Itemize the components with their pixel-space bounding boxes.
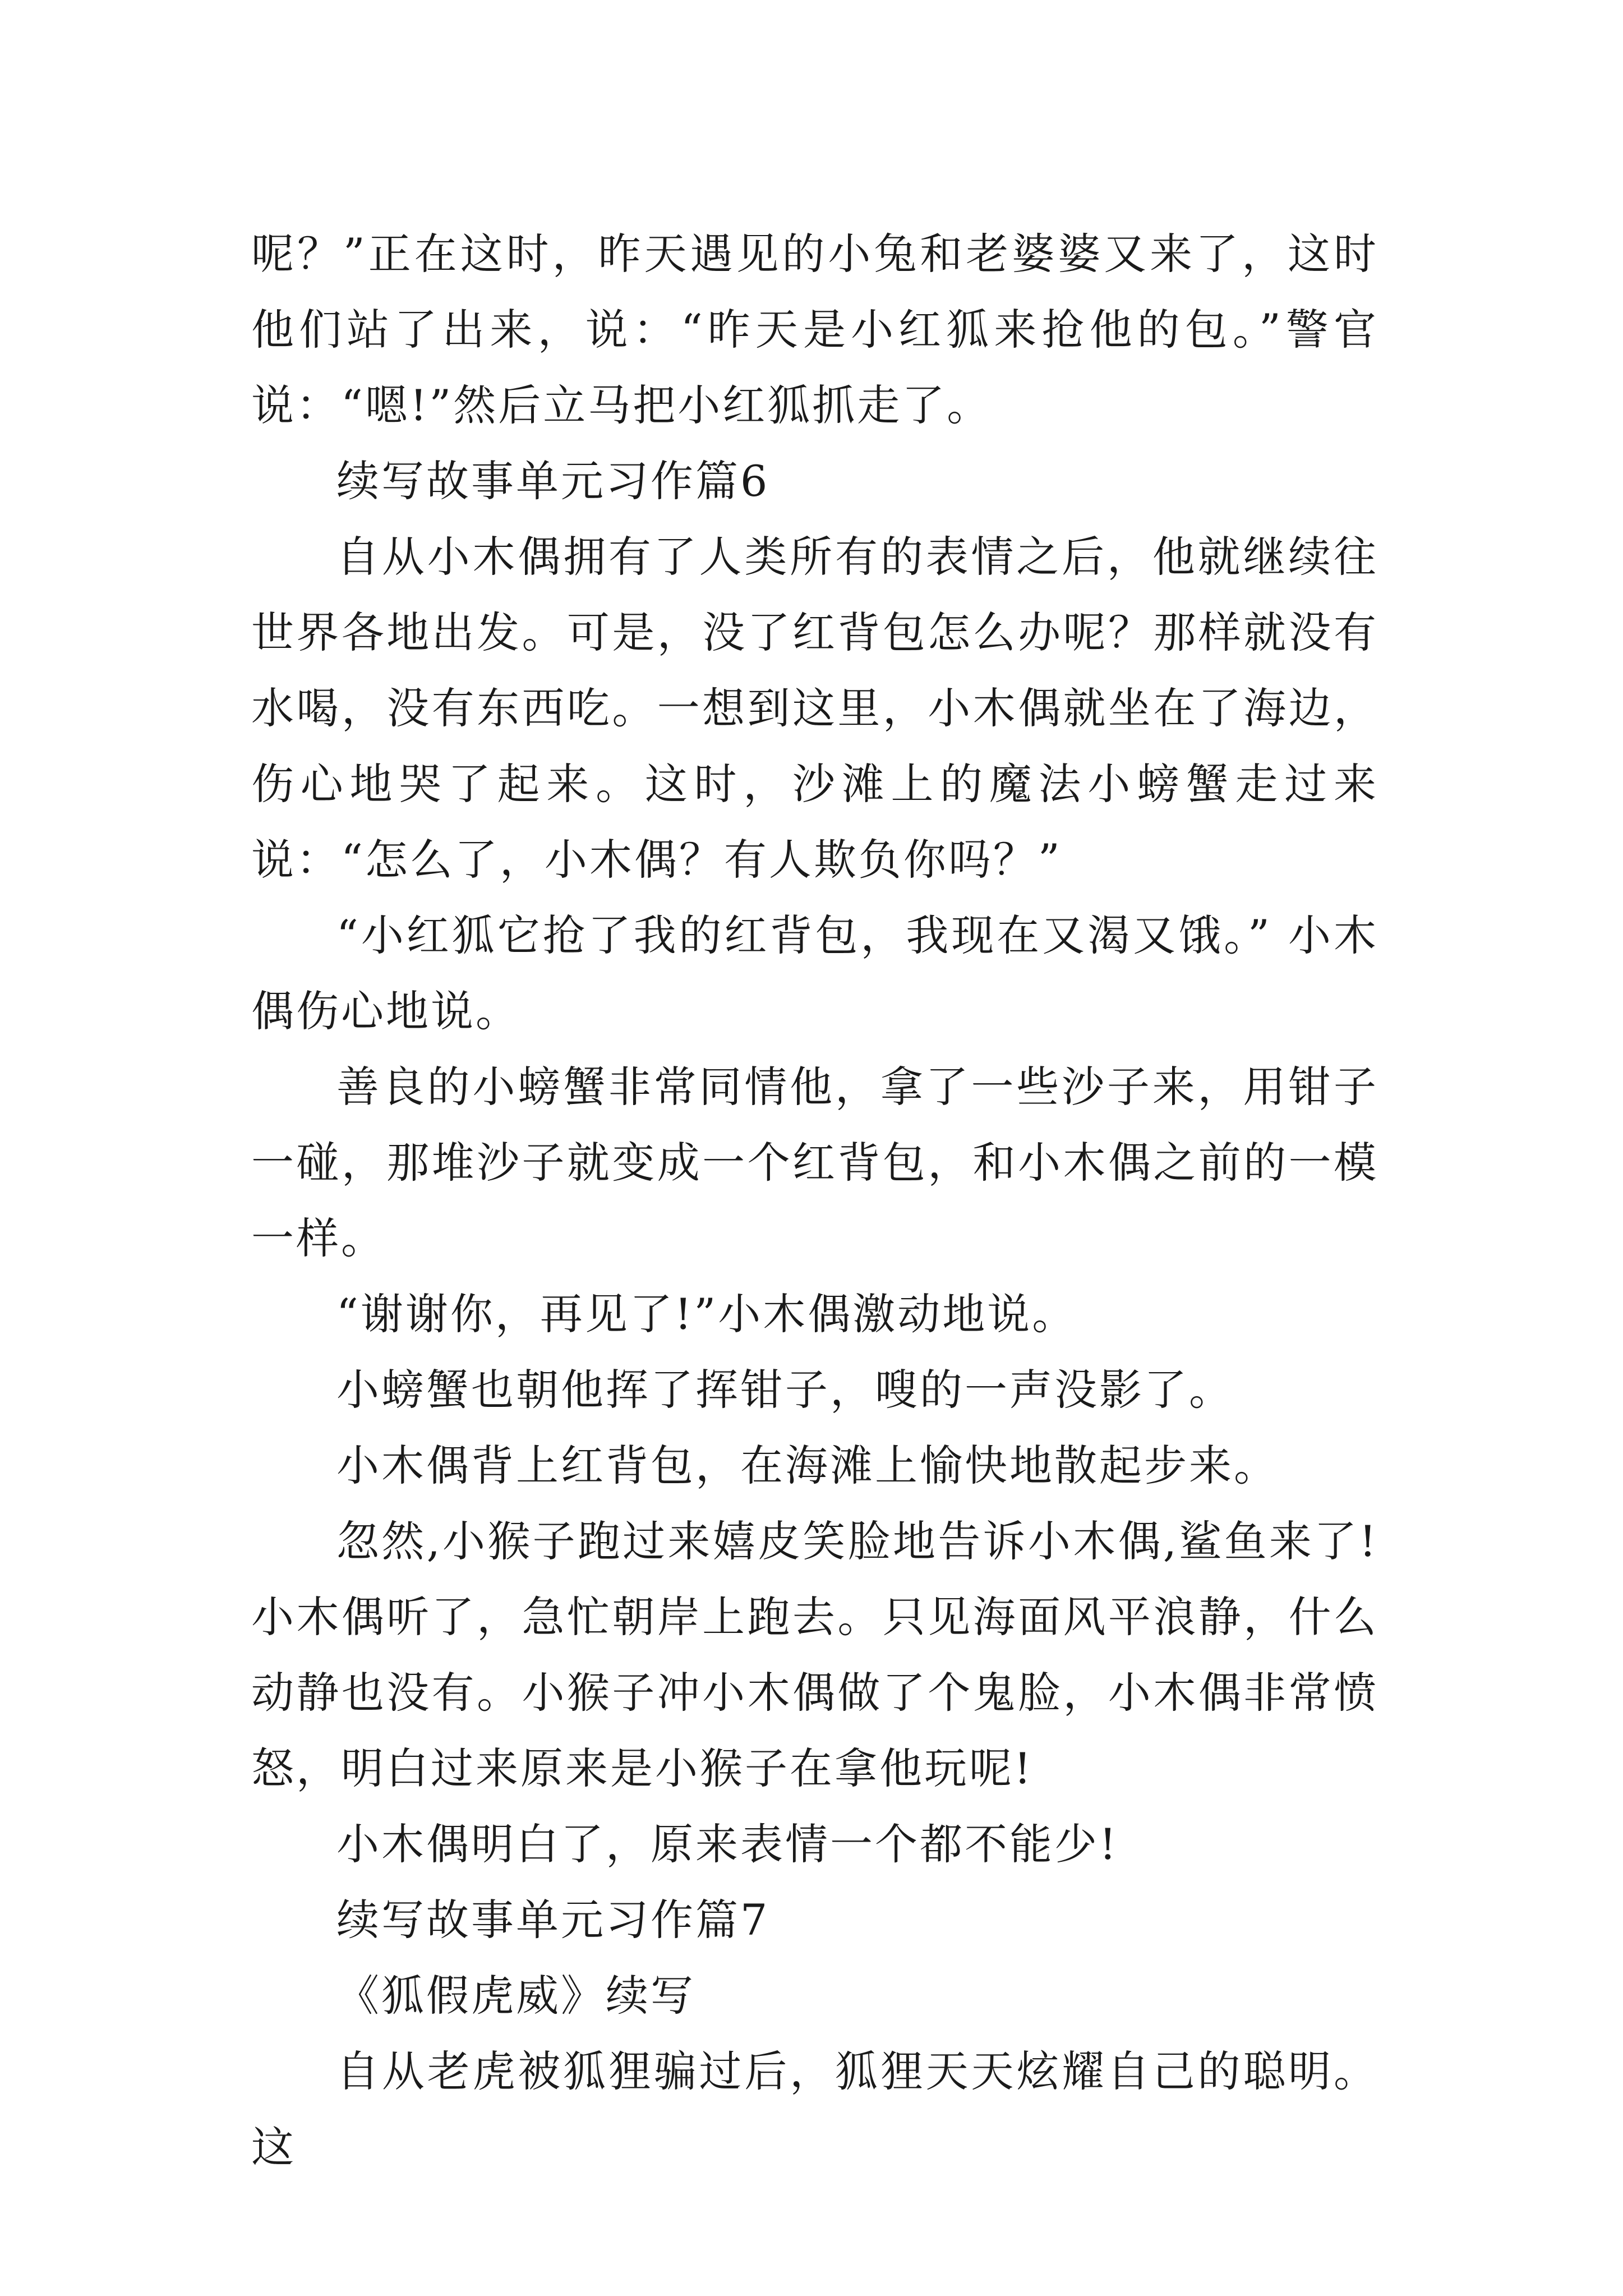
paragraph: 小木偶背上红背包，在海滩上愉快地散起步来。: [336, 1441, 1279, 1490]
paragraph: 自从老虎被狐狸骗过后，狐狸天天炫耀自己的聪明。这: [251, 2046, 1378, 2172]
paragraph: 自从小木偶拥有了人类所有的表情之后，他就继续往世界各地出发。可是，没了红背包怎么办呢？那样就没有水喝，没有东西吃。一想到这里，小木偶就坐在了海边，伤心地哭了起来。这时，沙滩上的魔法小螃蟹走过来说：“怎么了，小木偶？有人欺负你吗？”: [251, 532, 1378, 885]
paragraph: 小木偶明白了，原来表情一个都不能少!: [336, 1819, 1119, 1869]
paragraph: 忽然,小猴子跑过来嬉皮笑脸地告诉小木偶,鲨鱼来了!小木偶听了，急忙朝岸上跑去。只见海面风平浪静，什么动静也没有。小猴子冲小木偶做了个鬼脸，小木偶非常愤怒，明白过来原来是小猴子在拿他玩呢!: [251, 1516, 1378, 1793]
document-body: [251, 216, 1378, 2185]
paragraph: “小红狐它抢了我的红背包，我现在又渴又饿。” 小木偶伤心地说。: [251, 910, 1378, 1036]
paragraph: 小螃蟹也朝他挥了挥钳子，嗖的一声没影了。: [336, 1365, 1234, 1415]
paragraph-subtitle: 《狐假虎威》续写: [336, 1971, 695, 2021]
section-heading-7: 续写故事单元习作篇7: [336, 1895, 770, 1945]
section-heading-6: 续写故事单元习作篇6: [336, 456, 770, 506]
paragraph-continuation: 呢？”正在这时，昨天遇见的小兔和老婆婆又来了，这时他们站了出来，说：“昨天是小红狐来抢他的包。”警官说：“嗯!”然后立马把小红狐抓走了。: [251, 229, 1378, 430]
paragraph: 善良的小螃蟹非常同情他，拿了一些沙子来，用钳子一碰，那堆沙子就变成一个红背包，和小木偶之前的一模一样。: [251, 1062, 1378, 1263]
paragraph: “谢谢你，再见了!”小木偶激动地说。: [336, 1289, 1077, 1339]
